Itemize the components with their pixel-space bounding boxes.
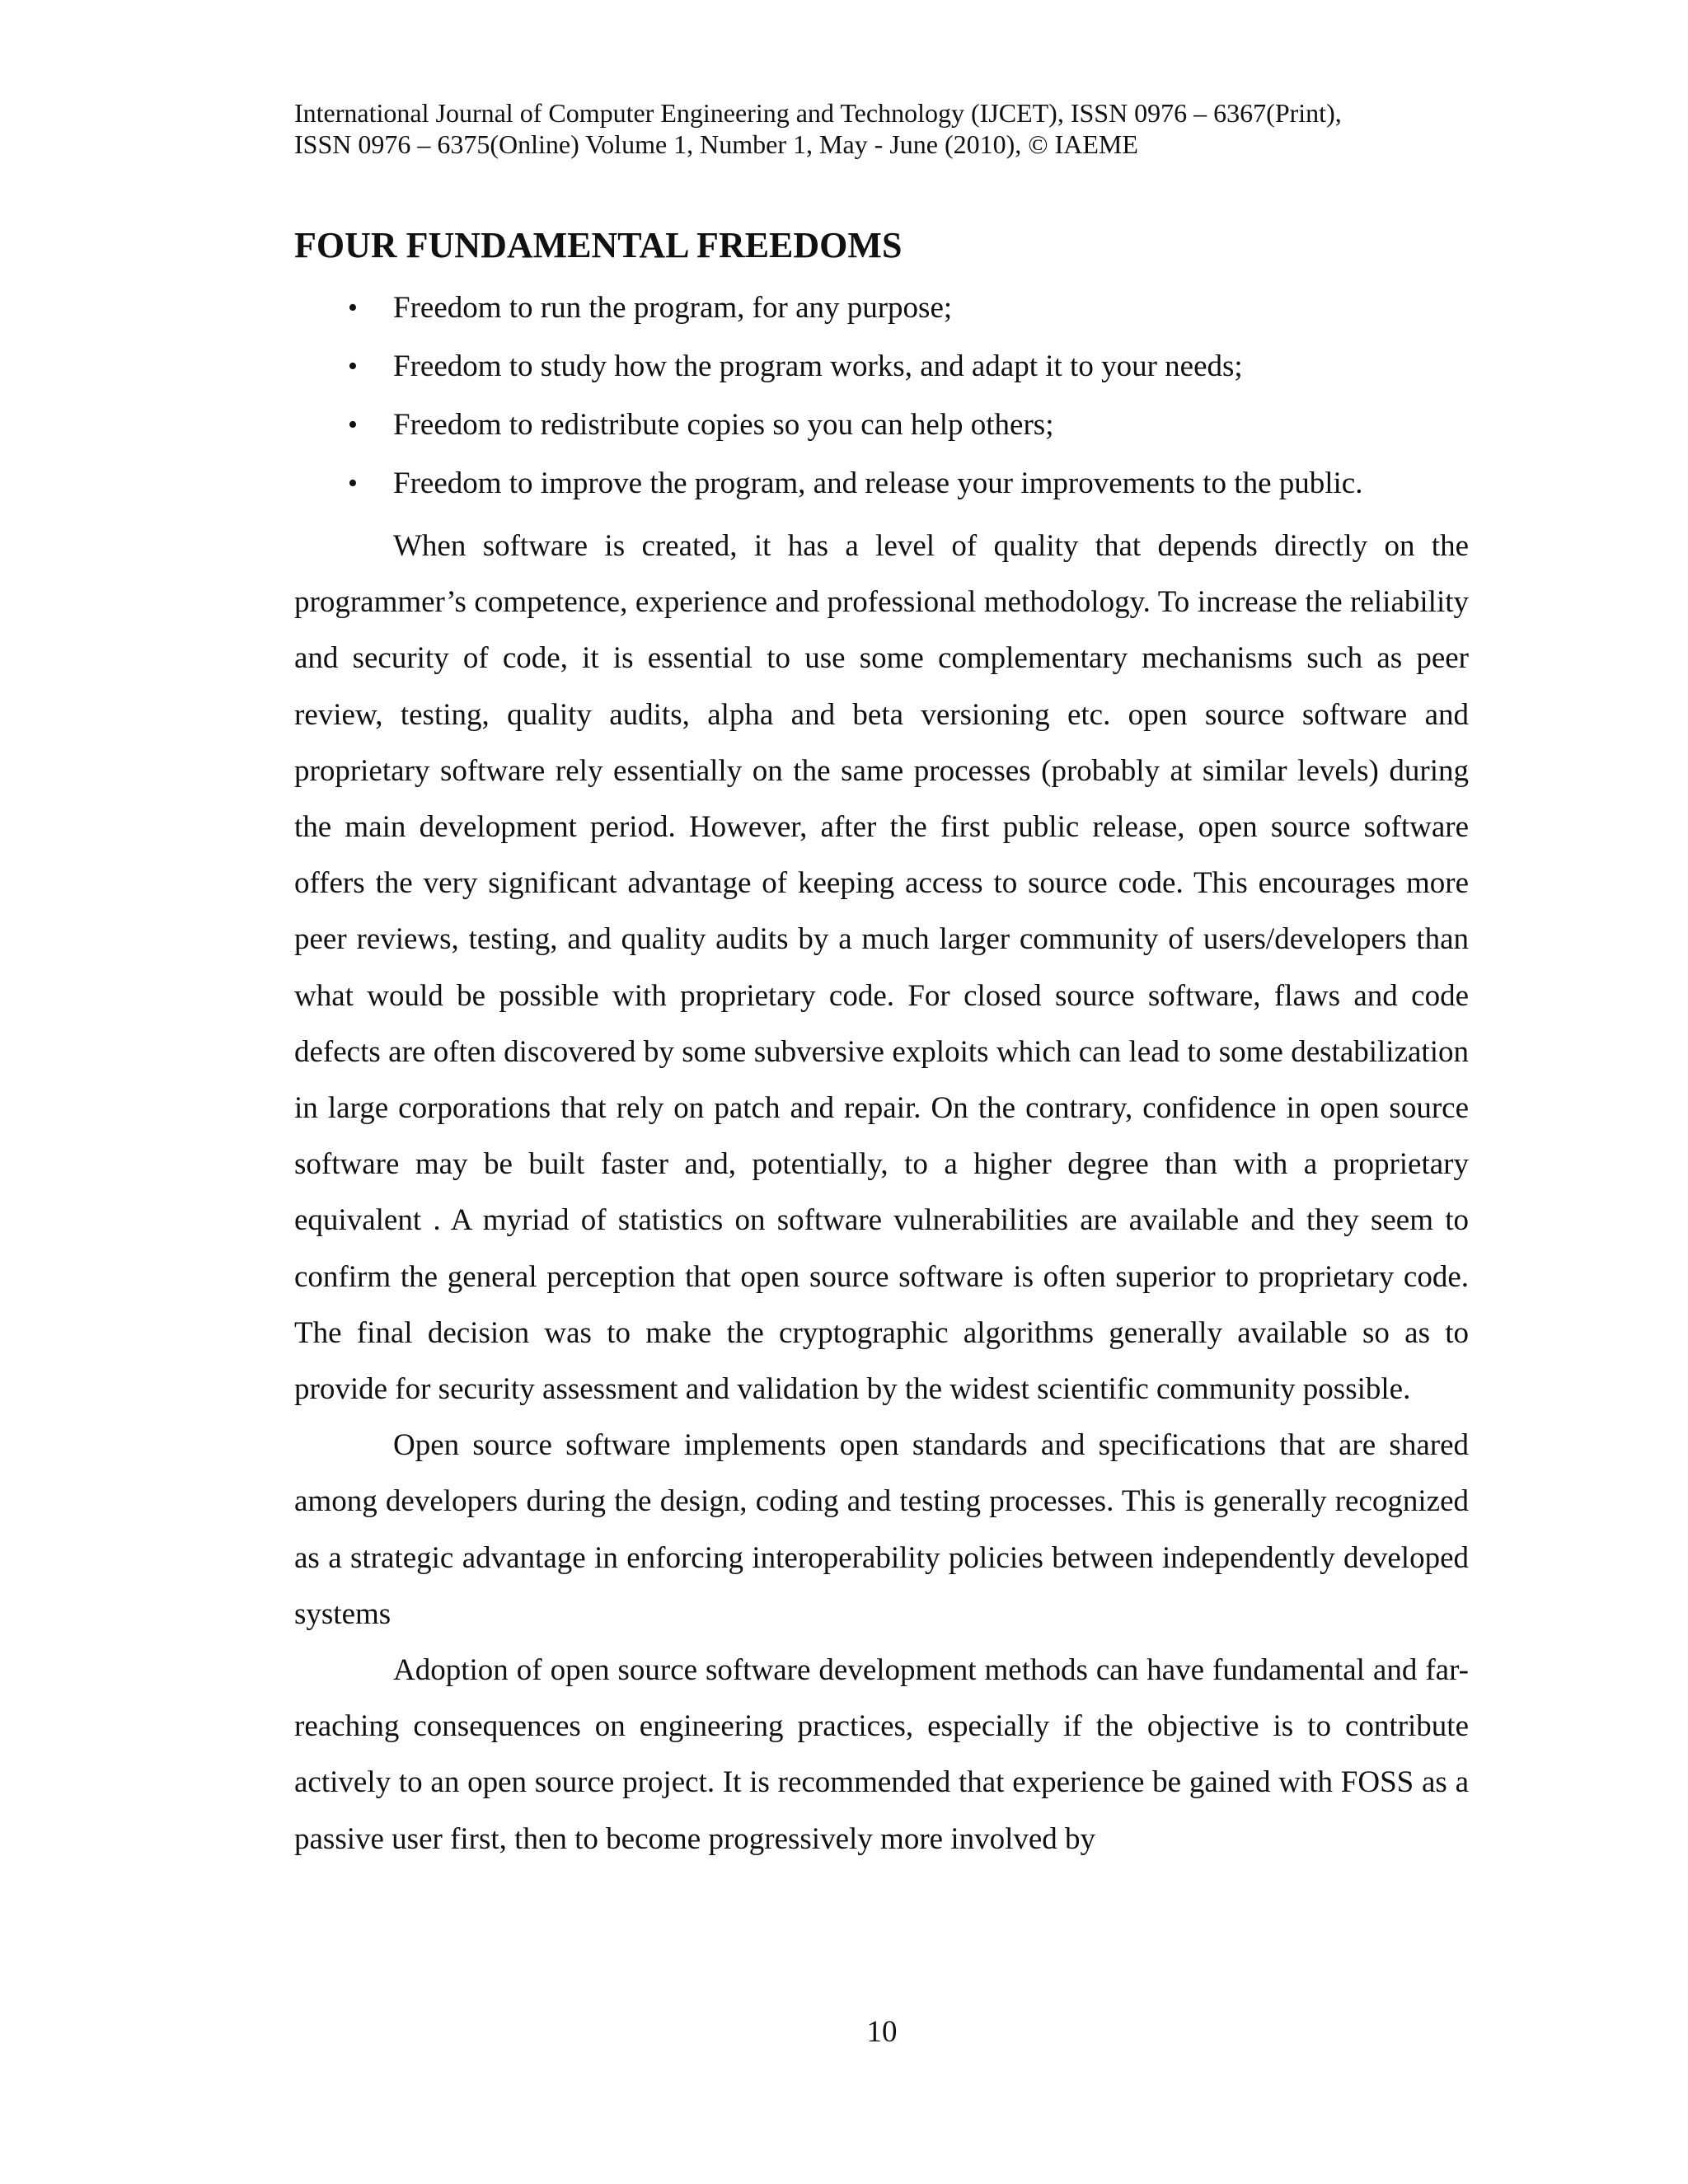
- page-number: 10: [866, 2015, 898, 2049]
- freedoms-list: [294, 288, 1469, 522]
- list-item: [294, 346, 1469, 405]
- list-item-text: Freedom to run the program, for any purpose;: [393, 291, 953, 325]
- paragraph-software-quality: When software is created, it has a level of quality that depends directly on the programmer’s competence, experience and professional methodology. To increase the reliability and security of code, it is essential to use some complementary mechanisms such as peer review, testing, quality audits, alpha and beta versioning etc. open source software and proprietary software rely essentially on the same processes (probably at similar levels) during the main development period. However, after the first public release, open source software offers the very significant advantage of keeping access to source code. This encourages more peer reviews, testing, and quality audits by a much larger community of users/developers than what would be possible with proprietary code. For closed source software, flaws and code defects are often discovered by some subversive exploits which can lead to some destabilization in large corporations that rely on patch and repair. On the contrary, confidence in open source software may be built faster and, potentially, to a higher degree than with a proprietary equivalent . A myriad of statistics on software vulnerabilities are available and they seem to confirm the general perception that open source software is often superior to proprietary code. The final decision was to make the cryptographic algorithms generally available so as to provide for security assessment and validation by the widest scientific community possible.: [294, 529, 1469, 1407]
- list-item-text: Freedom to study how the program works, and adapt it to your needs;: [393, 349, 1243, 383]
- journal-header-line-1: International Journal of Computer Engineering and Technology (IJCET), ISSN 0976 – 6367(Print),: [294, 98, 1342, 128]
- bullet-icon: •: [348, 293, 358, 323]
- bullet-icon: •: [348, 468, 358, 499]
- section-heading: FOUR FUNDAMENTAL FREEDOMS: [294, 225, 903, 265]
- journal-header: [294, 97, 1498, 160]
- bullet-icon: •: [348, 410, 358, 440]
- journal-header-line-2: ISSN 0976 – 6375(Online) Volume 1, Number 1, May - June (2010), © IAEME: [294, 129, 1138, 159]
- list-item: [294, 288, 1469, 346]
- list-item: [294, 463, 1469, 522]
- list-item: [294, 405, 1469, 463]
- list-item-text: Freedom to redistribute copies so you can help others;: [393, 408, 1054, 442]
- bullet-icon: •: [348, 351, 358, 382]
- paragraph-open-standards: Open source software implements open standards and specifications that are shared among developers during the design, coding and testing processes. This is generally recognized as a strategic advantage in enforcing interoperability policies between independently developed systems: [294, 1428, 1469, 1631]
- list-item-text: Freedom to improve the program, and release your improvements to the public.: [393, 466, 1363, 500]
- body-text: [294, 518, 1469, 1868]
- paragraph-adoption: Adoption of open source software development methods can have fundamental and far-reaching consequences on engineering practices, especially if the objective is to contribute actively to an open source project. It is recommended that experience be gained with FOSS as a passive user first, then to become progressively more involved by: [294, 1653, 1469, 1856]
